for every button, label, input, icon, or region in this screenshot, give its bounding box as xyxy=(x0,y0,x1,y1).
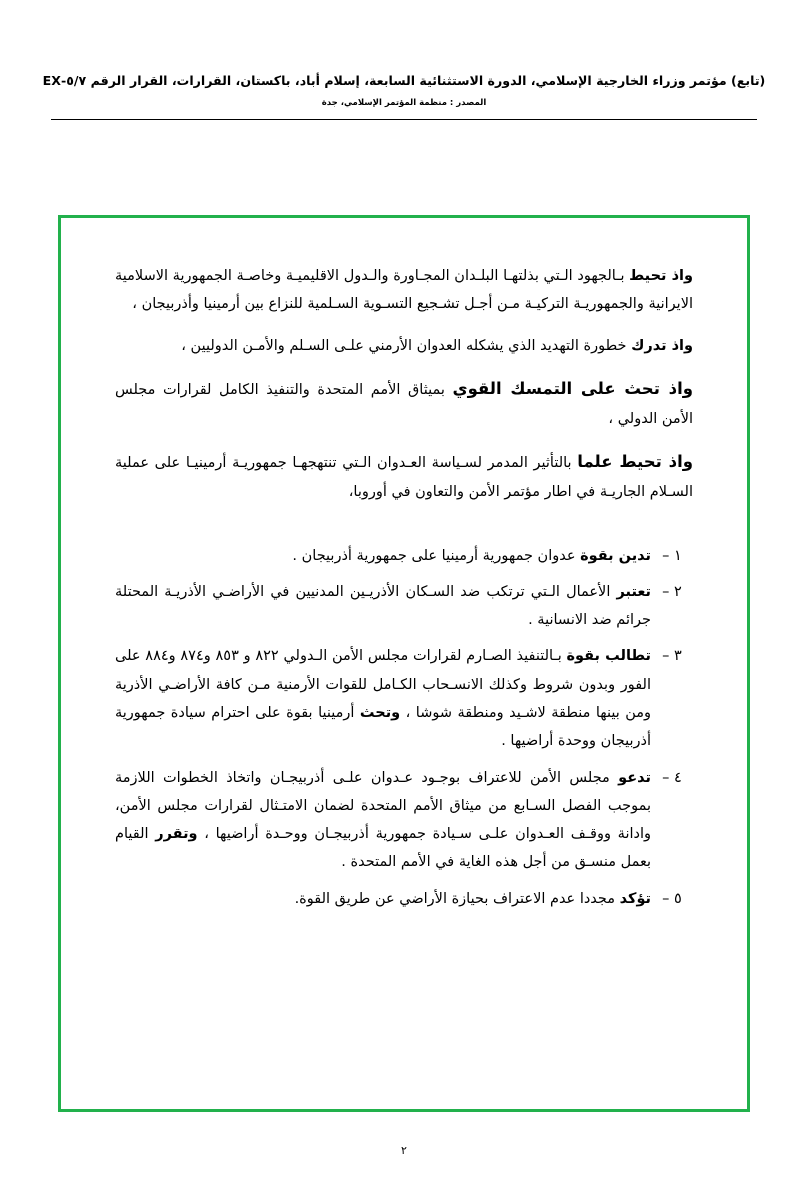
list-item-lead: تدعو xyxy=(618,769,651,786)
content-body xyxy=(61,218,747,941)
list-item-marker: ٢ – xyxy=(662,583,682,600)
list-item-marker: ٤ – xyxy=(662,769,682,786)
list-item-lead: تعتبر xyxy=(616,583,651,600)
list-item xyxy=(115,764,693,877)
list-item-lead: تؤكد xyxy=(619,890,651,907)
preamble-lead: واذ تحيط xyxy=(629,268,693,284)
document-page xyxy=(0,72,808,1185)
header-divider xyxy=(51,119,757,120)
preamble-text: بـالجهود الـتي بذلتهـا البلـدان المجـاورة والـدول الاقليميـة وخاصـة الجمهورية الاسلامية الايرانية والجمهوريـة التركيـة مـن أجـل تشـجيع التسـوية السـلمية للنزاع بين أرمينيا وأذربيجان ، xyxy=(115,268,693,313)
page-header xyxy=(0,72,808,108)
list-item-body xyxy=(115,764,651,877)
list-item-body xyxy=(115,642,651,755)
preamble-paragraph xyxy=(115,262,693,319)
list-item xyxy=(115,542,693,570)
preamble-text: بالتأثير المدمر لسـياسة العـدوان الـتي تنتهجهـا جمهوريـة أرمينيـا على عملية السـلام الجاريـة في اطار مؤتمر الأمن والتعاون في أوروبا، xyxy=(115,455,693,501)
list-item-text: الأعمال الـتي ترتكب ضد السـكان الأذريـين المدنيين في الأراضـي الأذريـة المحتلة جرائم ضد الانسانية . xyxy=(115,583,651,629)
header-title: (تابع) مؤتمر وزراء الخارجية الإسلامي، الدورة الاستثنائية السابعة، إسلام أباد، باكستان، القرارات، القرار الرقم ٥/٧-EX xyxy=(42,73,766,88)
preamble-paragraph xyxy=(115,446,693,506)
list-item-lead: تدين بقوة xyxy=(580,547,651,564)
list-item-text: بـالتنفيذ الصـارم لقرارات مجلس الأمن الـدولي ٨٢٢ و ٨٥٣ و٨٧٤ و٨٨٤ على الفور وبدون شروط وكذلك الانسـحاب الكـامل للقوات الأرمنية مـن كافة الأراضـي الأذرية ومن بينها منطقة لاشـيد ومنطقة شوشا ، xyxy=(115,648,652,721)
spacer xyxy=(115,514,693,542)
list-item-text: مجلس الأمن للاعتراف بوجـود عـدوان علـى أذربيجـان واتخاذ الخطوات اللازمة بموجب الفصل السـابع من ميثاق الأمم المتحدة لضمان الامتـثال لقرارات مجلس الأمن، وادانة ووقـف العـدوان علـى سـيادة جمهورية أذربيجـان ووحـدة أراضيها ، xyxy=(115,769,652,843)
list-item-lead-secondary: وتحث xyxy=(359,705,401,721)
list-item-text: مجددا عدم الاعتراف بحيازة الأراضي عن طريق القوة. xyxy=(294,890,620,907)
numbered-list xyxy=(115,542,693,913)
preamble-text: خطورة التهديد الذي يشكله العدوان الأرمني علـى السـلم والأمـن الدوليين ، xyxy=(181,337,632,354)
list-item-body xyxy=(115,542,651,570)
page-number: ٢ xyxy=(401,1144,407,1157)
preamble-paragraph xyxy=(115,373,693,433)
preamble-lead: واذ تحث على التمسك القوي xyxy=(452,378,693,398)
list-item-text-secondary: أرمينيا بقوة على احترام سيادة جمهورية أذربيجان ووحدة أراضيها . xyxy=(115,705,651,750)
list-item xyxy=(115,642,693,755)
preamble-lead: واذ تحيط علما xyxy=(577,452,694,472)
list-item-text: عدوان جمهورية أرمينيا على جمهورية أذربيجان . xyxy=(292,547,581,564)
list-item-marker: ٥ – xyxy=(662,890,682,907)
list-item xyxy=(115,885,693,913)
preamble-paragraph xyxy=(115,332,693,360)
list-item-lead: تطالب بقوة xyxy=(566,648,651,665)
content-frame xyxy=(58,215,750,1112)
list-item-body xyxy=(115,885,651,913)
page-footer xyxy=(0,1144,808,1157)
preamble-text: بميثاق الأمم المتحدة والتنفيذ الكامل لقرارات مجلس الأمن الدولي ، xyxy=(115,381,693,427)
list-item-body xyxy=(115,578,651,635)
header-source: المصدر : منظمة المؤتمر الإسلامي، جدة xyxy=(321,97,487,108)
list-item-marker: ٣ – xyxy=(662,648,682,665)
list-item-lead-secondary: وتقرر xyxy=(155,826,198,843)
preamble-lead: واذ تدرك xyxy=(631,337,693,354)
list-item xyxy=(115,578,693,635)
list-item-text-secondary: القيام بعمل منسـق من أجل هذه الغاية في الأمم المتحدة . xyxy=(115,826,651,871)
list-item-marker: ١ – xyxy=(662,547,682,564)
